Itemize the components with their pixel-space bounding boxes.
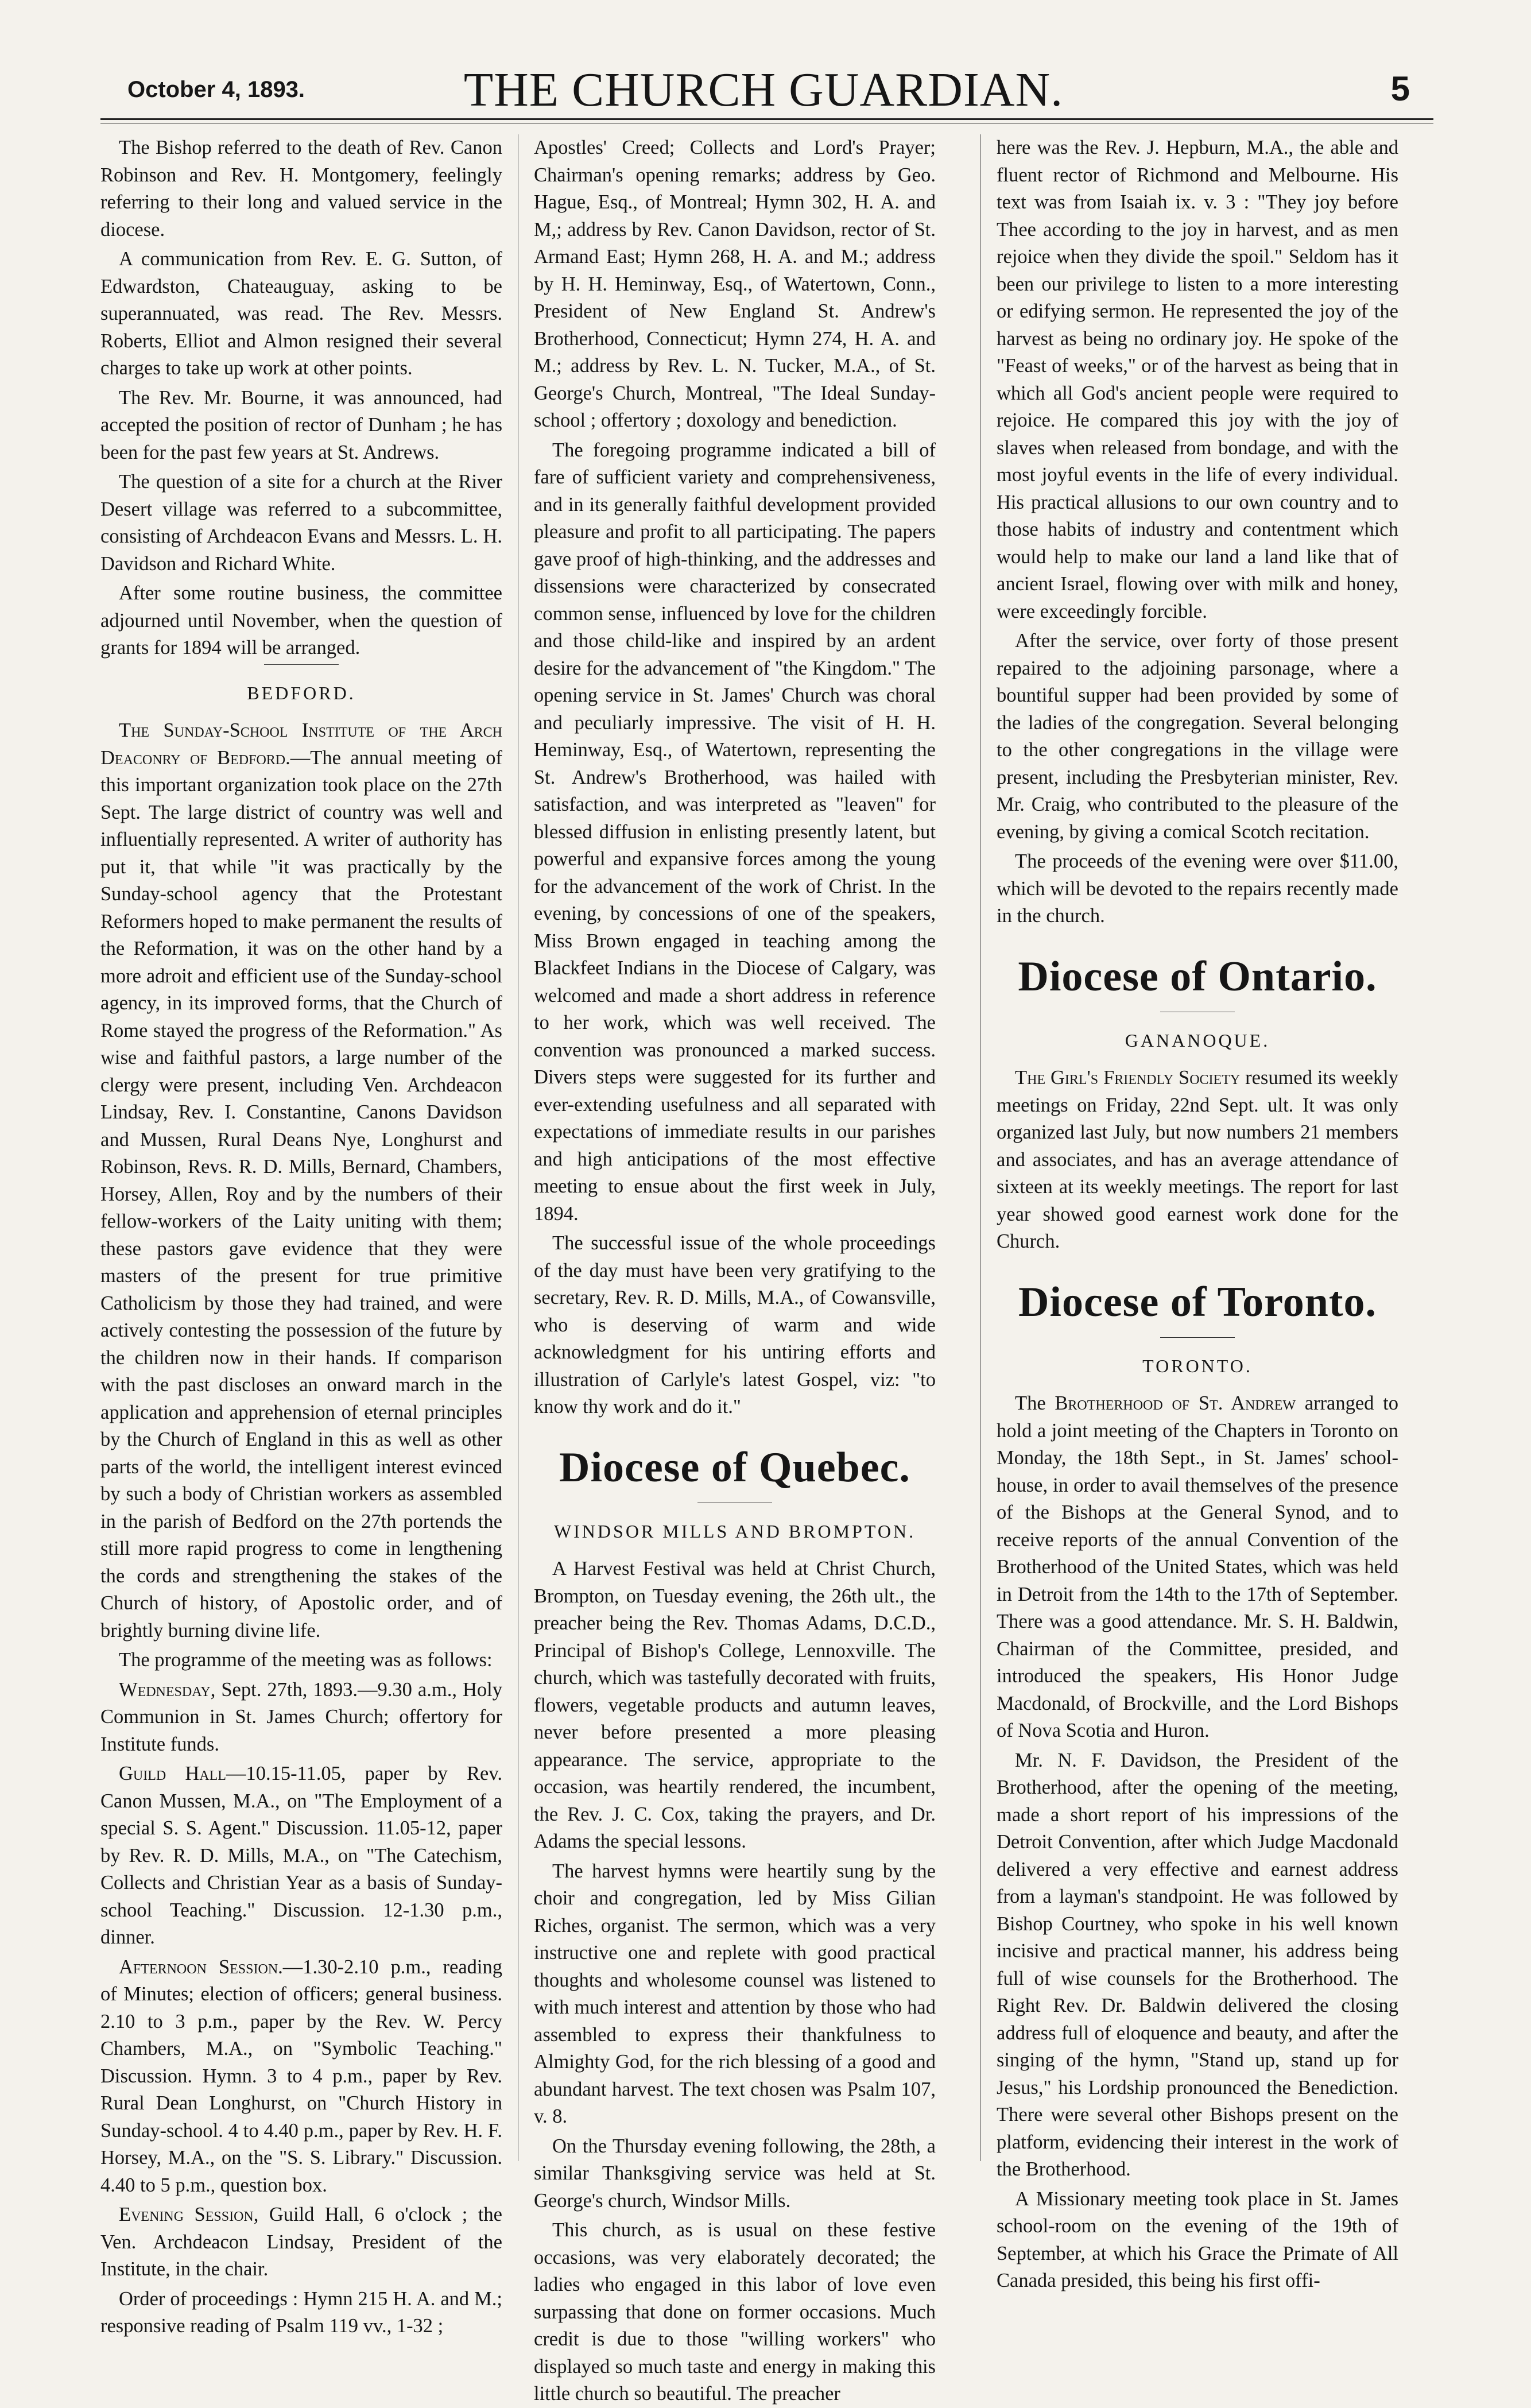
section-heading-bedford: BEDFORD. (247, 682, 356, 703)
paragraph-text: resumed its weekly meetings on Friday, 22nd Sept. ult. It was only organized last July, but now numbers 21 members and associates, and has an average attendance of sixteen at its weekly meetings. The report for last year showed good earnest work done for the Church. (997, 1067, 1398, 1252)
section-dash (1160, 1337, 1235, 1338)
column-1 (100, 134, 502, 2337)
paragraph (997, 1064, 1398, 1256)
paragraph-text: —10.15-11.05, paper by Rev. Canon Mussen, M.A., on "The Employment of a special S. S. Agent." Discussion. 11.05-12, paper by Rev. R. D. Mills, M.A., on "The Catechism, Collects and Christian Year as a basis of Sunday-school Teaching." Discussion. 12-1.30 p.m., dinner. (100, 1763, 502, 1948)
paragraph-text: —The annual meeting of this important organization took place on the 27th Sept. The large district of country was well and influentially represented. A writer of authority has put it, that while "it was practically by the Sunday-school agency that the Protestant Reformers hoped to make permanent the results of the Reformation, it was on the other hand by a more adroit and efficient use of the Sunday-school agency, in its improved forms, that the Church of Rome stayed the progress of the Reformation." As wise and faithful pastors, a large number of the clergy were present, including Ven. Archdeacon Lindsay, Rev. I. Constantine, Canons Davidson and Mussen, Rural Deans Nye, Longhurst and Robinson, Revs. R. D. Mills, Bernard, Chambers, Horsey, Allen, Roy and by the numbers of their fellow-workers of the Laity uniting with them; these pastors gave evidence that they were masters of the present for true primitive Catholicism by those they had trained, and were actively contesting the possession of the future by the children now in their hands. If comparison with the past discloses an onward march in the application and apprehension of eternal principles by the Church of England in this as well as other parts of the world, the intelligent interest evinced by such a body of Christian workers as assembled in the parish of Bedford on the 27th portends the still more rapid progress to come in lengthening the cords and strengthening the stakes of the Church of history, of Apostolic order, and of brightly burning divine life. (100, 746, 502, 1642)
paragraph: Order of proceedings : Hymn 215 H. A. and M.; responsive reading of Psalm 119 vv., 1-32 ; (100, 2287, 502, 2337)
column-rule (980, 134, 981, 2161)
paragraph: The foregoing programme indicated a bill of fare of sufficient variety and comprehensiveness, and in its generally faithful development provided pleasure and profit to all participating. The papers gave proof of high-thinking, and the addresses and dissensions were characterized by consecrated common sense, influenced by love for the children and those child-like and inspired by an ardent desire for the advancement of "the Kingdom." The opening service in St. James' Church was choral and peculiarly impressive. The visit of H. H. Heminway, Esq., of Watertown, representing the St. Andrew's Brotherhood, was hailed with satisfaction, and was interpreted as "leaven" for blessed diffusion in enlisting presently latent, but powerful and expansive forces among the young for the advancement of the work of Christ. In the evening, by concessions of one of the speakers, Miss Brown engaged in teaching among the Blackfeet Indians in the Diocese of Calgary, was welcomed and made a short address in reference to her work, which was well received. The convention was pronounced a marked success. Divers steps were suggested for its further and ever-extending usefulness and all separated with expectations of immediate results in our parishes and high anticipations of the most effective meeting to ensue about the first week in July, 1894. (534, 439, 936, 1225)
paragraph: The Rev. Mr. Bourne, it was announced, had accepted the position of rector of Dunham ; he has been for the past few years at St. Andrews. (100, 386, 502, 463)
paragraph-text: The (1015, 1392, 1055, 1414)
paragraph: This church, as is usual on these festive occasions, was very elaborately decorated; the ladies who engaged in this labor of love even surpassing that done on former occasions. Much credit is due to those "willing workers" who displayed so much taste and energy in making this little church so beautiful. The preacher (534, 2219, 936, 2405)
diocese-heading-quebec: Diocese of Quebec. (559, 1443, 910, 1491)
paragraph: After some routine business, the committee adjourned until November, when the question of grants for 1894 will be arranged. (100, 582, 502, 659)
paragraph (997, 1390, 1398, 1745)
paragraph: A communication from Rev. E. G. Sutton, of Edwardston, Chateauguay, asking to be superannuated, was read. The Rev. Messrs. Roberts, Elliot and Almon resigned their several charges to take up work at other points. (100, 248, 502, 379)
paragraph: Apostles' Creed; Collects and Lord's Prayer; Chairman's opening remarks; address by Geo. Hague, Esq., of Montreal; Hymn 302, H. A. and M,; address by Rev. Canon Davidson, rector of St. Armand East; Hymn 268, H. A. and M.; address by H. H. Heminway, Esq., of Watertown, Conn., President of New England St. Andrew's Brotherhood, Connecticut; Hymn 274, H. A. and M.; address by Rev. L. N. Tucker, M.A., of St. George's Church, Montreal, "The Ideal Sunday-school ; offertory ; doxology and benediction. (534, 137, 936, 431)
section-dash (264, 664, 339, 665)
paragraph: The question of a site for a church at the River Desert village was referred to a subcommittee, consisting of Archdeacon Evans and Messrs. L. H. Davidson and Richard White. (100, 471, 502, 575)
lead-in: Evening Session, (119, 2204, 259, 2225)
paragraph: A Missionary meeting took place in St. James school-room on the evening of the 19th of September, at which his Grace the Primate of All Canada presided, this being his first offi- (997, 2188, 1398, 2291)
section-heading-toronto: TORONTO. (1142, 1355, 1253, 1376)
paragraph (100, 1677, 502, 1759)
paragraph: The successful issue of the whole proceedings of the day must have been very gratifying to the secretary, Rev. R. D. Mills, M.A., of Cowansville, who is deserving of warm and wide acknowledgment for his untiring efforts and illustration of Carlyle's latest Gospel, viz: "to know thy work and do it." (534, 1232, 936, 1418)
paragraph: The programme of the meeting was as follows: (119, 1649, 493, 1671)
paragraph-text: Sept. 27th, 1893.—9.30 a.m., Holy Communion in St. James Church; offertory for Institute funds. (100, 1678, 502, 1755)
paragraph: Mr. N. F. Davidson, the President of the Brotherhood, after the opening of the meeting, made a short report of his impressions of the Detroit Convention, after which Judge Macdonald delivered a very effective and earnest address from a layman's standpoint. He was followed by Bishop Courtney, who spoke in his well known incisive and practical manner, his address being full of wise counsels for the Brotherhood. The Right Rev. Dr. Baldwin delivered the closing address full of eloquence and beauty, and after the singing of the hymn, "Stand up, stand up for Jesus," his Lordship pronounced the Benediction. There were several other Bishops present on the platform, evidencing their interest in the work of the Brotherhood. (997, 1749, 1398, 2180)
lead-in: Brotherhood of St. Andrew (1055, 1392, 1296, 1414)
page-number: 5 (1390, 69, 1410, 108)
paragraph: A Harvest Festival was held at Christ Church, Brompton, on Tuesday evening, the 26th ult., the preacher being the Rev. Thomas Adams, D.C.D., Principal of Bishop's College, Lennoxville. The church, which was tastefully decorated with fruits, flowers, vegetable products and autumn leaves, never before presented a more pleasing appearance. The service, appropriate to the occasion, was heartily rendered, the incumbent, the Rev. J. C. Cox, taking the prayers, and Dr. Adams the special lessons. (534, 1558, 936, 1852)
lead-in: The Girl's Friendly Society (1015, 1067, 1241, 1089)
masthead (98, 57, 1429, 126)
section-heading-gananoque: GANANOQUE. (1125, 1029, 1270, 1051)
paragraph: The harvest hymns were heartily sung by the choir and congregation, led by Miss Gilian Riches, organist. The sermon, which was a very instructive one and replete with good practical thoughts and wholesome counsel was listened to with much interest and attention by those who had assembled to express their thankfulness to Almighty God, for the rich blessing of a good and abundant harvest. The text chosen was Psalm 107, v. 8. (534, 1860, 936, 2127)
lead-in: Afternoon Session. (119, 1956, 283, 1978)
issue-date: October 4, 1893. (127, 77, 305, 102)
paragraph-text: arranged to hold a joint meeting of the Chapters in Toronto on Monday, the 18th Sept., in St. James' school-house, in order to avail themselves of the presence of the Bishops at the General Synod, and to receive reports of the annual Convention of the Brotherhood of the United States, which was held in Detroit from the 14th to the 17th of September. There was a good attendance. Mr. S. H. Baldwin, Chairman of the Committee, presided, and introduced the speakers, His Honor Judge Macdonald, of Brockville, and the Lord Bishops of Nova Scotia and Huron. (997, 1392, 1398, 1741)
paragraph: The Bishop referred to the death of Rev. Canon Robinson and Rev. H. Montgomery, feelingly referring to their long and valued service in the diocese. (100, 137, 502, 241)
paragraph: On the Thursday evening following, the 28th, a similar Thanksgiving service was held at St. George's church, Windsor Mills. (534, 2135, 936, 2212)
paragraph (100, 717, 502, 1644)
paragraph (100, 1954, 502, 2200)
section-heading-windsor: WINDSOR MILLS AND BROMPTON. (553, 1520, 916, 1542)
lead-in: Wednesday, (119, 1678, 216, 1701)
paragraph-text: —1.30-2.10 p.m., reading of Minutes; election of officers; general business. 2.10 to 3 p.m., paper by the Rev. W. Percy Chambers, M.A., on "Symbolic Teaching." Discussion. Hymn. 3 to 4 p.m., paper by Rev. Rural Dean Longhurst, on "Church History in Sunday-school. 4 to 4.40 p.m., paper by Rev. H. F. Horsey, M.A., on the "S. S. Library." Discussion. 4.40 to 5 p.m., question box. (100, 1956, 502, 2196)
paragraph: After the service, over forty of those present repaired to the adjoining parsonage, where a bountiful supper had been provided by some of the ladies of the congregation. Several belonging to the other congregations in the village were present, including the Presbyterian minister, Rev. Mr. Craig, who contributed to the pleasure of the evening, by giving a comical Scotch recitation. (997, 630, 1398, 843)
lead-in: Guild Hall (119, 1763, 226, 1784)
paragraph: The proceeds of the evening were over $11.00, which will be devoted to the repairs recently made in the church. (997, 850, 1398, 927)
paragraph (100, 2201, 502, 2283)
column-2 (534, 134, 936, 2405)
newspaper-title: THE CHURCH GUARDIAN. (463, 63, 1064, 117)
lead-in: The Sunday-School Institute of the Arch Deaconry of Bedford. (100, 719, 502, 769)
diocese-heading-ontario: Diocese of Ontario. (1018, 953, 1377, 1000)
paragraph (100, 1760, 502, 1952)
masthead-rule (100, 118, 1433, 120)
diocese-heading-toronto: Diocese of Toronto. (1018, 1278, 1377, 1326)
paragraph-text: Guild Hall, 6 o'clock ; the Ven. Archdeacon Lindsay, President of the Institute, in the chair. (100, 2204, 502, 2280)
column-3 (997, 134, 1398, 2291)
paragraph: here was the Rev. J. Hepburn, M.A., the able and fluent rector of Richmond and Melbourne. His text was from Isaiah ix. v. 3 : "They joy before Thee according to the joy in harvest, and as men rejoice when they divide the spoil." Seldom has it been our privilege to listen to a more interesting or edifying sermon. He represented the joy of the harvest as being no ordinary joy. He spoke of the "Feast of weeks," or of the harvest as being that in which all God's ancient people were required to rejoice. He compared this joy with the joy of slaves when released from bondage, and with the most joyful events in the life of every individual. His practical allusions to our own country and to those habits of industry and contentment which would help to make our land a land like that of ancient Israel, flowing over with milk and honey, were exceedingly forcible. (997, 137, 1398, 622)
